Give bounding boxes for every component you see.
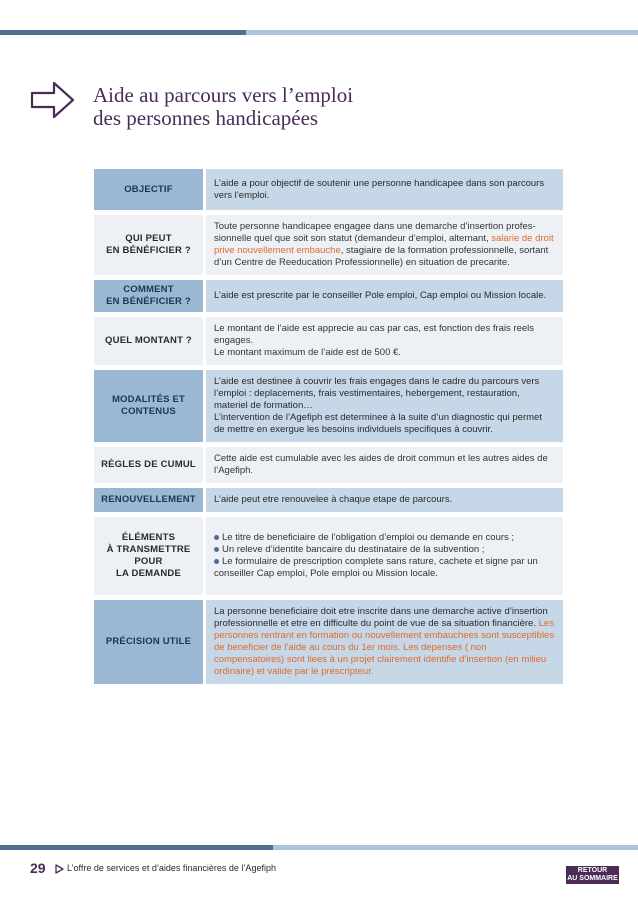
row-label-line: CONTENUS xyxy=(121,406,176,417)
table-row-qui-peut xyxy=(94,215,563,275)
bottom-decorative-bar xyxy=(0,845,638,850)
row-content: Cette aide est cumulable avec les aides de droit commun et les autres aides de l’Agefiph. xyxy=(206,447,563,483)
row-text: Toute personne handicapee engagee dans une demarche d’insertion profes-sionnelle quel que soit son statut (demandeur d’emploi, alternant, xyxy=(214,221,536,244)
row-text-highlight: Les personnes rentrant en formation ou nouvellement embauchees sont susceptibles de beneficier de l’aide au cours du 1er mois. Les depenses ( non compensatoires) sont liees à un projet clairement identifie d’insertion (en milieu ordinaire) et valide par le prescripteur. xyxy=(214,618,555,677)
bullet-dot-icon xyxy=(214,559,219,564)
row-content xyxy=(206,370,563,442)
page-number: 29 xyxy=(30,860,46,876)
row-label-line: LA DEMANDE xyxy=(116,568,181,579)
row-label-line: MODALITÉS ET xyxy=(111,394,186,405)
table-row-precision xyxy=(94,600,563,684)
list-item-text: Le titre de beneficiaire de l’obligation d’emploi ou demande en cours ; xyxy=(222,532,515,543)
top-decorative-bar xyxy=(0,30,638,35)
row-content: L’aide peut etre renouvelee à chaque etape de parcours. xyxy=(206,488,563,512)
bottom-bar-light-segment xyxy=(273,845,638,850)
top-bar-dark-segment xyxy=(0,30,246,35)
table-row-objectif xyxy=(94,169,563,210)
row-content xyxy=(206,600,563,684)
row-label-line: EN BÉNÉFICIER ? xyxy=(106,245,191,256)
row-label: OBJECTIF xyxy=(94,169,206,210)
back-to-summary-button[interactable] xyxy=(566,866,619,884)
row-text: La personne beneficiaire doit etre inscrite dans une demarche active d’insertion professionnelle et etre en difficulte du point de vue de sa situation financière. xyxy=(214,606,548,629)
list-item-text: Un releve d’identite bancaire du destinataire de la subvention ; xyxy=(222,544,485,555)
row-text: , stagiaire de la formation professionnelle, sortant d’un Centre de Reeducation Professionnelle) en situation de precarite. xyxy=(214,245,549,268)
row-text: Le montant maximum de l’aide est de 500 €. xyxy=(214,347,401,358)
page-title xyxy=(93,84,353,130)
back-button-line: RETOUR xyxy=(577,867,608,874)
right-arrow-outline-icon xyxy=(30,80,76,120)
row-label xyxy=(94,370,206,442)
row-text: L’aide est destinee à couvrir les frais engages dans le cadre du parcours vers l’emploi : deplacements, frais vestimentaires, hebergement, restauration, materiel de formation… xyxy=(214,376,540,411)
row-content xyxy=(206,517,563,595)
row-label-line: À TRANSMETTRE xyxy=(106,544,191,555)
aid-details-table xyxy=(94,164,563,689)
back-button-line: AU SOMMAIRE xyxy=(567,875,618,882)
table-row-regles-cumul xyxy=(94,447,563,483)
row-content: L’aide a pour objectif de soutenir une personne handicapee dans son parcours vers l’emploi. xyxy=(206,169,563,210)
row-label: RÈGLES DE CUMUL xyxy=(94,447,206,483)
row-text: L’intervention de l’Agefiph est determinee à la suite d’un diagnostic qui permet de mettre en exergue les besoins individuels specifiques à couvrir. xyxy=(214,412,542,435)
list-item xyxy=(214,532,555,544)
bullet-dot-icon xyxy=(214,535,219,540)
row-label xyxy=(94,215,206,275)
row-label-line: EN BÉNÉFICIER ? xyxy=(106,296,191,307)
table-row-comment xyxy=(94,280,563,312)
row-label: RENOUVELLEMENT xyxy=(94,488,206,512)
row-label-line: QUI PEUT xyxy=(125,233,172,244)
row-content xyxy=(206,317,563,365)
table-row-elements xyxy=(94,517,563,595)
row-label-line: ÉLÉMENTS xyxy=(121,532,176,543)
row-label xyxy=(94,280,206,312)
bottom-bar-dark-segment xyxy=(0,845,273,850)
table-row-renouvellement xyxy=(94,488,563,512)
top-bar-light-segment xyxy=(246,30,638,35)
footer-publication-title: L’offre de services et d’aides financières de l’Agefiph xyxy=(67,863,276,873)
row-label xyxy=(94,517,206,595)
triangle-right-icon xyxy=(55,864,64,874)
row-label: QUEL MONTANT ? xyxy=(94,317,206,365)
table-row-montant xyxy=(94,317,563,365)
row-label-line: POUR xyxy=(134,556,163,567)
row-text-highlight: salarie de droit prive nouvellement embauche xyxy=(214,233,554,256)
list-item xyxy=(214,544,555,556)
bullet-dot-icon xyxy=(214,547,219,552)
row-label: PRÉCISION UTILE xyxy=(94,600,206,684)
row-content: L’aide est prescrite par le conseiller Pole emploi, Cap emploi ou Mission locale. xyxy=(206,280,563,312)
table-row-modalites xyxy=(94,370,563,442)
row-text: Le montant de l’aide est apprecie au cas par cas, est fonction des frais reels engages. xyxy=(214,323,535,346)
row-content xyxy=(206,215,563,275)
list-item-text: Le formulaire de prescription complete sans rature, cachete et signe par un conseiller Cap emploi, Pole emploi ou Mission locale. xyxy=(214,556,538,579)
list-item xyxy=(214,556,555,580)
page-title-line-2: des personnes handicapées xyxy=(93,106,319,130)
page-title-line-1: Aide au parcours vers l’emploi xyxy=(93,83,354,107)
row-label-line: COMMENT xyxy=(123,284,174,295)
